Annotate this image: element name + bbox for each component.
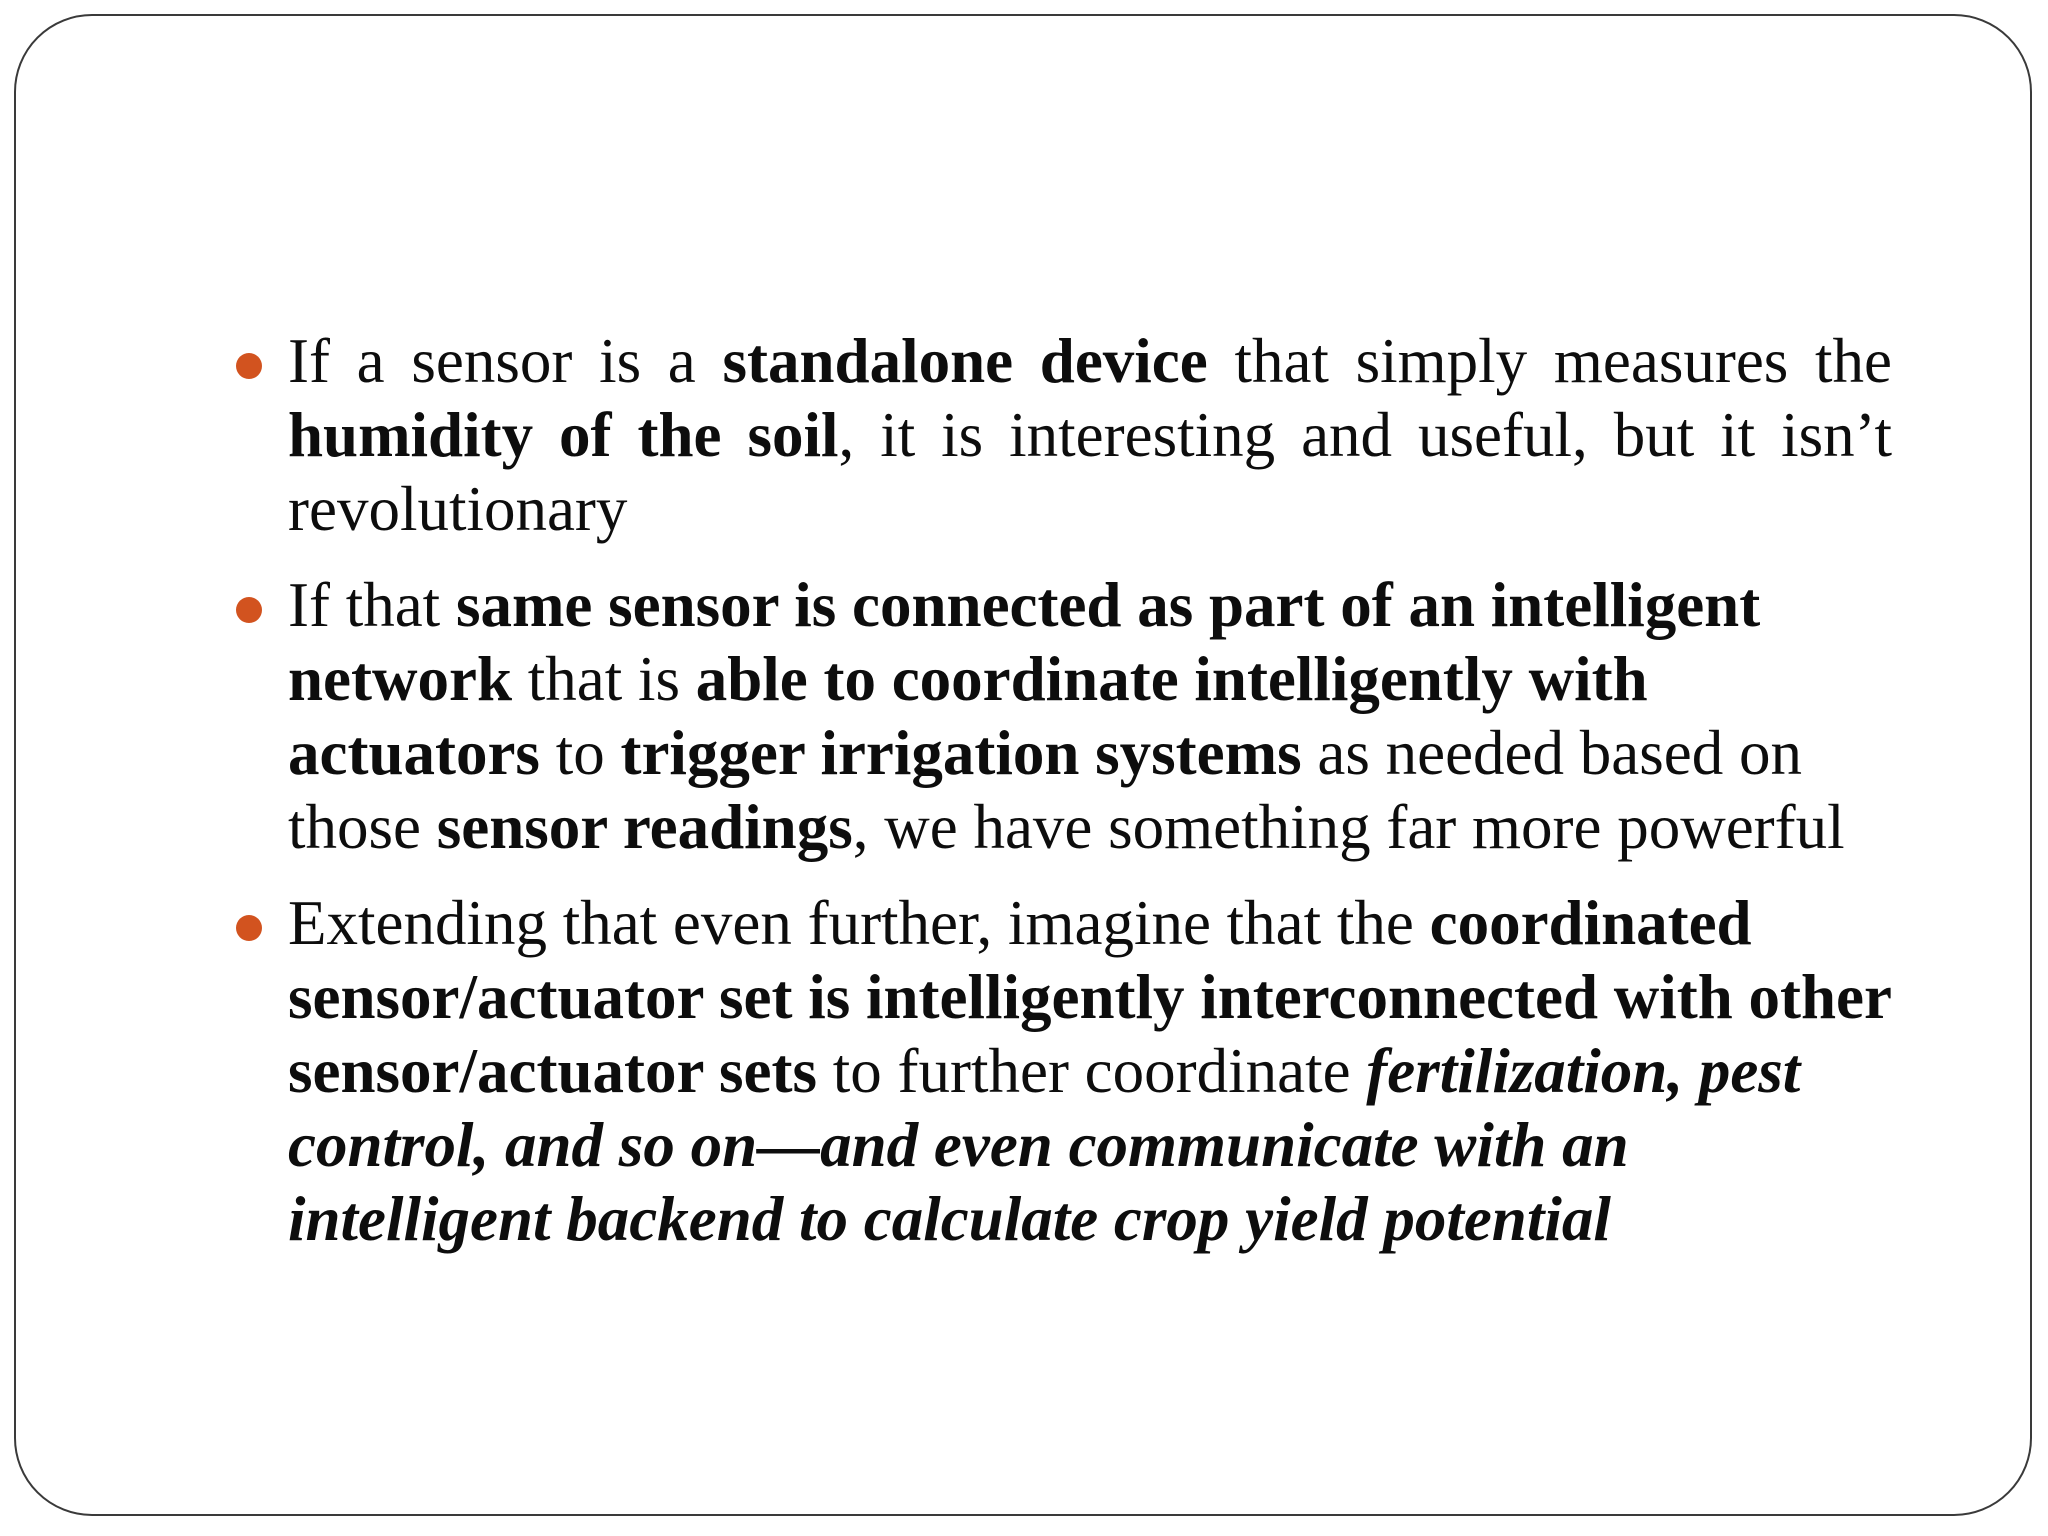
- bullet-text-run-bold: trigger irrigation systems: [620, 718, 1302, 788]
- bullet-text-run: that is: [511, 644, 696, 714]
- slide-content: [232, 324, 1892, 1278]
- bullet-text-run-bold: same sensor is connected as part of an intelligent network: [288, 570, 1761, 714]
- bullet-text-run: as needed based on those: [288, 718, 1802, 862]
- bullet-text-run-bold: coordinated sensor/actuator set is intelligently interconnected with other sensor/actuator sets: [288, 888, 1891, 1106]
- bullet-dot-icon: [236, 915, 262, 941]
- bullet-text-run-bold: able to coordinate intelligently with actuators: [288, 644, 1648, 788]
- bullet-text-run: that simply measures the: [1207, 326, 1892, 396]
- bullet-text-run: to: [539, 718, 621, 788]
- bullet-text-run-bold: humidity of the soil: [288, 400, 839, 470]
- bullet-item-intelligent-network: [232, 568, 1892, 864]
- bullet-text-run-bold: standalone device: [722, 326, 1208, 396]
- bullet-text-run: If that: [288, 570, 456, 640]
- bullet-text-run: , we have something far more powerful: [852, 792, 1845, 862]
- bullet-item-interconnected-sets: [232, 886, 1892, 1256]
- bullet-text-run: to further coordinate: [817, 1036, 1367, 1106]
- bullet-text-run-bold-italic: fertilization, pest control, and so on—and even communicate with an intelligent backend to calculate crop yield potential: [288, 1036, 1801, 1254]
- bullet-text-run: If a sensor is a: [288, 326, 723, 396]
- bullet-list: [232, 324, 1892, 1256]
- bullet-text-run-bold: sensor readings: [436, 792, 853, 862]
- bullet-dot-icon: [236, 353, 262, 379]
- bullet-text-run: Extending that even further, imagine that the: [288, 888, 1430, 958]
- bullet-dot-icon: [236, 597, 262, 623]
- bullet-text-run: , it is interesting and useful, but it isn’t revolutionary: [288, 400, 1893, 544]
- bullet-item-standalone-sensor: [232, 324, 1892, 546]
